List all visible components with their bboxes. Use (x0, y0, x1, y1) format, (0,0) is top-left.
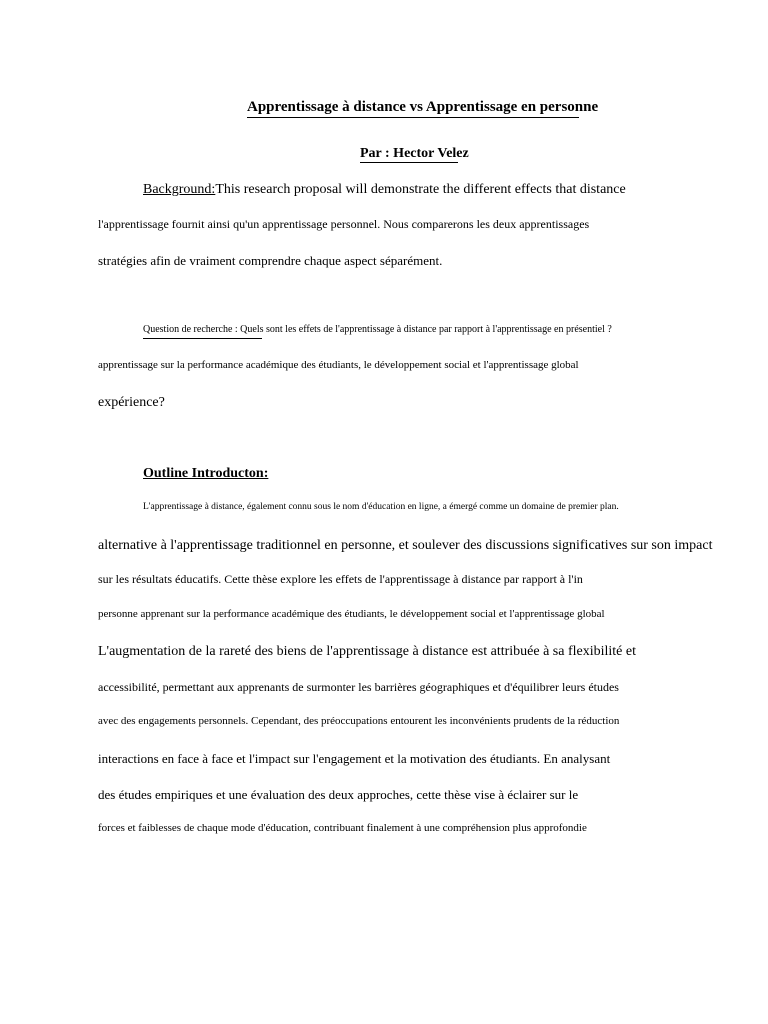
background-line-1: l'apprentissage fournit ainsi qu'un apprentissage personnel. Nous comparerons les deux apprentissages (98, 217, 590, 231)
outline-heading: Outline Introducton: (143, 466, 269, 481)
outline-line-1: L'apprentissage à distance, également connu sous le nom d'éducation en ligne, a émergé comme un domaine de premier plan. (143, 502, 619, 512)
background-first-text: This research proposal will demonstrate the different effects that distance (215, 182, 626, 197)
background-line-2: stratégies afin de vraiment comprendre chaque aspect séparément. (98, 253, 443, 268)
research-question-first-line: Question de recherche : Quels sont les effets de l'apprentissage à distance par rapport à l'apprentissage en présentiel ? (143, 324, 612, 335)
document-title: Apprentissage à distance vs Apprentissage en personne (247, 99, 599, 115)
outline-line-3: sur les résultats éducatifs. Cette thèse explore les effets de l'apprentissage à distance par rapport à l'in (98, 572, 583, 586)
research-question-underline (143, 338, 262, 339)
background-label: Background: (143, 182, 216, 197)
outline-line-9: des études empiriques et une évaluation des deux approches, cette thèse vise à éclairer sur le (98, 787, 579, 802)
byline-underline (360, 162, 458, 163)
outline-line-2: alternative à l'apprentissage traditionnel en personne, et soulever des discussions significatives sur son impact (98, 538, 713, 553)
author-byline: Par : Hector Velez (360, 146, 469, 161)
outline-line-6: accessibilité, permettant aux apprenants de surmonter les barrières géographiques et d'équilibrer leurs études (98, 680, 619, 694)
outline-line-10: forces et faiblesses de chaque mode d'éducation, contribuant finalement à une compréhension plus approfondie (98, 822, 587, 834)
research-question-line-1: apprentissage sur la performance académique des étudiants, le développement social et l'apprentissage global (98, 359, 579, 371)
outline-line-8: interactions en face à face et l'impact sur l'engagement et la motivation des étudiants. En analysant (98, 751, 611, 766)
outline-line-7: avec des engagements personnels. Cependant, des préoccupations entourent les inconvénients prudents de la réduction (98, 715, 620, 727)
outline-line-5: L'augmentation de la rareté des biens de l'apprentissage à distance est attribuée à sa flexibilité et (98, 644, 636, 659)
research-question-line-2: expérience? (98, 395, 165, 410)
title-underline (247, 117, 579, 118)
outline-line-4: personne apprenant sur la performance académique des étudiants, le développement social et l'apprentissage global (98, 608, 605, 620)
background-first-line (143, 183, 626, 197)
